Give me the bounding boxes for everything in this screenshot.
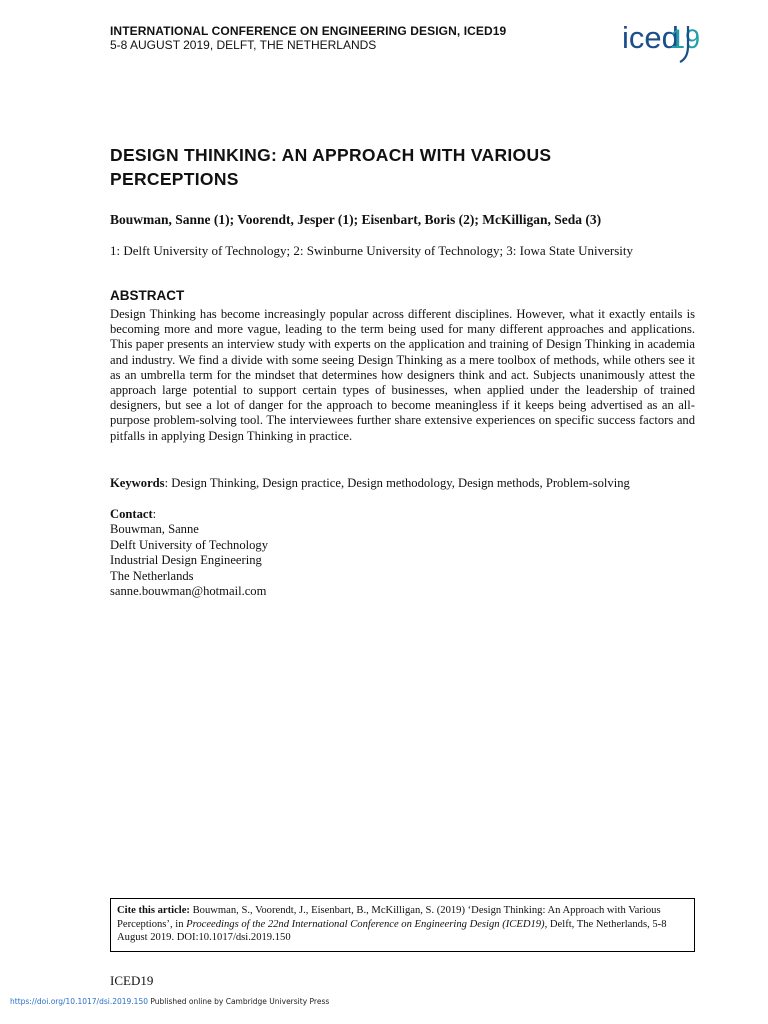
conference-header [110, 24, 506, 52]
logo-text: iced [622, 20, 679, 55]
publication-footer [10, 997, 329, 1007]
keywords [110, 476, 710, 491]
citation-text-part1: Bouwman, S., Voorendt, J., Eisenbart, B., McKilligan, S. (2019) ‘Design Thinking: An Approach with Various Perceptions’, in [117, 905, 661, 930]
contact-label: Contact [110, 507, 153, 521]
abstract-body: Design Thinking has become increasingly popular across different disciplines. However, what it exactly entails is becoming more and more vague, leading to the term being used for many different approaches and applications. This paper presents an interview study with experts on the application and training of Design Thinking in academia and industry. We find a divide with some seeing Design Thinking as a mere toolbox of methods, while others see it as an umbrella term for the mindset that determines how designers think and act. Subjects unanimously attest the approach large potential to support certain types of businesses, when applied under the leadership of trained designers, but see a lot of danger for the approach to become meaningless if it keeps being advertised as an all-purpose problem-solving tool. The interviewees further share extensive experiences on specific success factors and pitfalls in applying Design Thinking in practice. [110, 307, 695, 443]
author-affiliations: 1: Delft University of Technology; 2: Swinburne University of Technology; 3: Iowa State University [110, 243, 634, 258]
contact-email[interactable]: sanne.bouwman@hotmail.com [110, 584, 267, 599]
contact-country: The Netherlands [110, 568, 194, 583]
contact-colon: : [152, 507, 157, 521]
published-note: Published online by Cambridge University Press [148, 997, 330, 1006]
citation-label: Cite this article: [117, 905, 190, 916]
footer-page-label: ICED19 [110, 973, 154, 988]
conference-name: INTERNATIONAL CONFERENCE ON ENGINEERING DESIGN, ICED19 [110, 24, 507, 38]
conference-dates: 5-8 AUGUST 2019, DELFT, THE NETHERLANDS [110, 38, 377, 52]
doi-link[interactable]: https://doi.org/10.1017/dsi.2019.150 [10, 997, 148, 1006]
contact-block [110, 507, 510, 599]
citation-box [110, 898, 695, 952]
paper-title: DESIGN THINKING: AN APPROACH WITH VARIOUS PERCEPTIONS [110, 145, 552, 189]
contact-university: Delft University of Technology [110, 537, 269, 552]
keywords-label: Keywords [110, 476, 165, 490]
contact-department: Industrial Design Engineering [110, 553, 262, 568]
contact-name: Bouwman, Sanne [110, 522, 199, 537]
citation-text-part2: Delft, The Netherlands, 5-8 August 2019. DOI:10.1017/dsi.2019.150 [117, 918, 667, 943]
logo-number: 19 [670, 24, 700, 54]
paper-authors: Bouwman, Sanne (1); Voorendt, Jesper (1); Eisenbart, Boris (2); McKilligan, Seda (3) [110, 212, 602, 227]
abstract-heading: ABSTRACT [110, 288, 185, 303]
keywords-text: : Design Thinking, Design practice, Design methodology, Design methods, Problem-solving [164, 476, 630, 490]
citation-proceedings: Proceedings of the 22nd International Conference on Engineering Design (ICED19), [186, 918, 548, 930]
iced19-logo [620, 16, 700, 64]
